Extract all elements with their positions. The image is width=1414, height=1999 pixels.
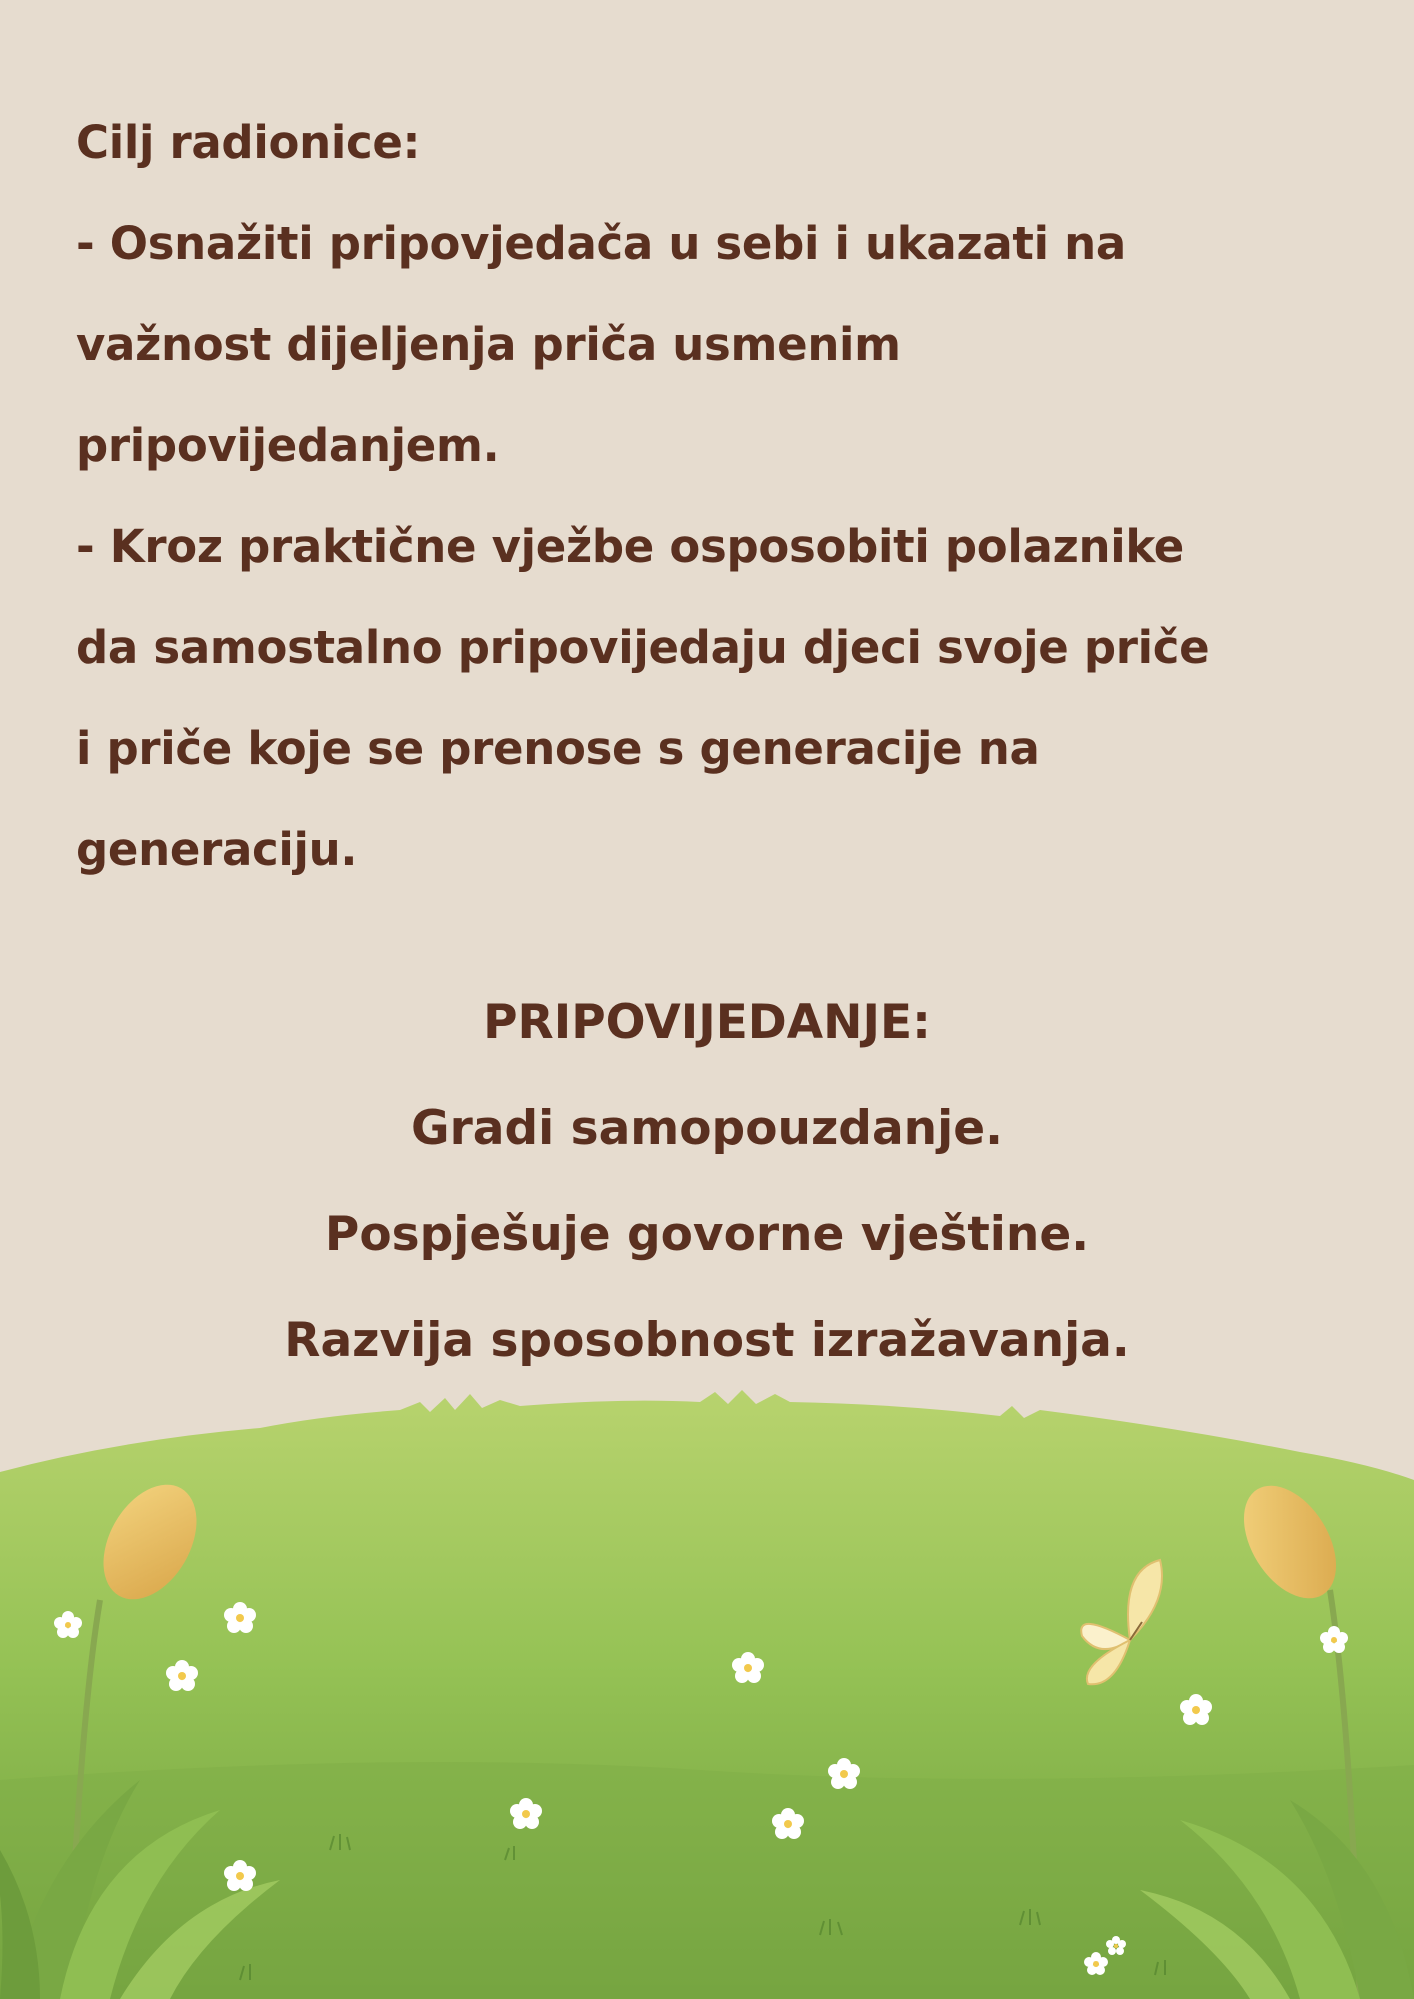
goal-line: i priče koje se prenose s generacije na [76,722,1040,775]
grass-shade [0,1762,1414,1999]
benefit-line: Gradi samopouzdanje. [411,1101,1003,1156]
benefit-line: Razvija sposobnost izražavanja. [284,1313,1130,1368]
goal-line: važnost dijeljenja priča usmenim [76,318,901,371]
goal-line: - Osnažiti pripovjedača u sebi i ukazati na [76,217,1126,270]
goal-line: da samostalno pripovijedaju djeci svoje priče [76,621,1210,674]
workshop-goal-section [76,92,1356,900]
storytelling-section [0,970,1414,1394]
benefit-line: Pospješuje govorne vještine. [324,1207,1090,1262]
meadow-illustration [0,1380,1414,1999]
storytelling-heading: PRIPOVIJEDANJE: [483,995,931,1050]
goal-line: pripovijedanjem. [76,419,500,472]
goal-line: - Kroz praktične vježbe osposobiti polaznike [76,520,1184,573]
goal-heading: Cilj radionice: [76,116,421,169]
goal-line: generaciju. [76,823,358,876]
